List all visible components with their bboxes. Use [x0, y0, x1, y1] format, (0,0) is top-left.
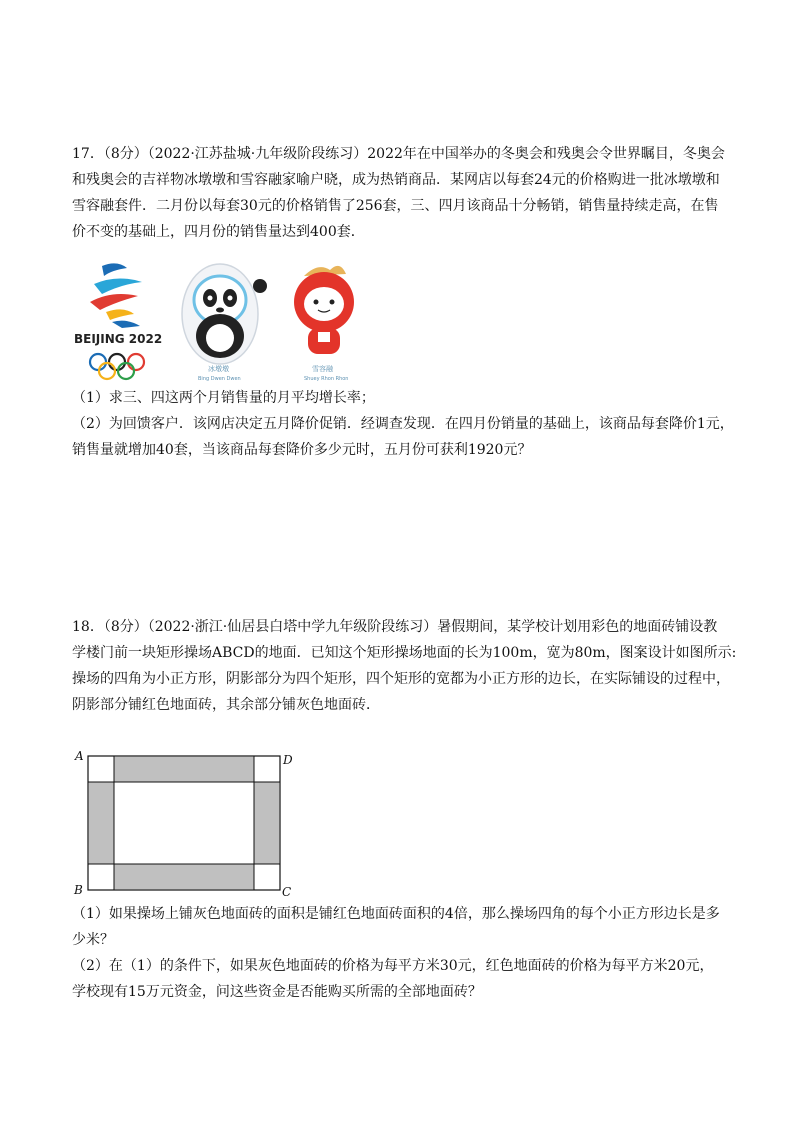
- q17-line-1: 17．（8分）（2022·江苏盐城·九年级阶段练习）2022年在中国举办的冬奥会和残奥会令世界瞩目，冬奥会: [72, 146, 725, 162]
- q17-line-2: 和残奥会的吉祥物冰墩墩和雪容融家喻户晓，成为热销商品．某网店以每套24元的价格购进一批冰墩墩和: [72, 172, 720, 188]
- mascot1-sub: Bing Dwen Dwen: [198, 376, 241, 382]
- left-shaded-rect: [88, 782, 114, 864]
- q17-stem: [72, 141, 724, 245]
- olympic-rings-icon: [90, 354, 144, 379]
- label-b: B: [74, 883, 83, 897]
- emblem-text: BEIJING 2022: [74, 332, 163, 346]
- q18-sub2-line-1: （2）在（1）的条件下，如果灰色地面砖的价格为每平方米30元，红色地面砖的价格为每平方米20元，: [72, 958, 714, 974]
- q17-line-3: 雪容融套件．二月份以每套30元的价格销售了256套，三、四月该商品十分畅销，销售量持续走高，在售: [72, 198, 719, 214]
- q18-line-4: 阴影部分铺红色地面砖，其余部分铺灰色地面砖．: [72, 697, 380, 713]
- label-d: D: [283, 753, 293, 767]
- q17-sub2-line-2: 销售量就增加40套，当该商品每套降价多少元时，五月份可获利1920元？: [72, 442, 532, 458]
- playground-figure: [72, 748, 302, 898]
- q18-line-3: 操场的四角为小正方形，阴影部分为四个矩形，四个矩形的宽都为小正方形的边长，在实际铺设的过程中，: [72, 671, 730, 687]
- label-c: C: [282, 885, 292, 898]
- q17-subquestions: [72, 385, 734, 463]
- q18-stem: [72, 614, 737, 718]
- mascot1-caption: 冰墩墩: [208, 365, 229, 373]
- olympic-mascots-image: [72, 256, 372, 386]
- q18-sub1-line-2: 少米？: [72, 932, 114, 948]
- bottom-shaded-rect: [114, 864, 254, 890]
- q17-line-4: 价不变的基础上，四月份的销售量达到400套．: [72, 224, 365, 240]
- right-shaded-rect: [254, 782, 280, 864]
- q18-line-1: 18．（8分）（2022·浙江·仙居县白塔中学九年级阶段练习）暑假期间，某学校计划用彩色的地面砖铺设教: [72, 619, 718, 635]
- top-shaded-rect: [114, 756, 254, 782]
- mascot2-sub: Shuey Rhon Rhon: [304, 376, 349, 382]
- q18-line-2: 学楼门前一块矩形操场ABCD的地面．已知这个矩形操场地面的长为100m，宽为80m，图案设计如图所示:: [72, 645, 737, 661]
- q17-sub2-line-1: （2）为回馈客户．该网店决定五月降价促销．经调查发现．在四月份销量的基础上，该商品每套降价1元，: [72, 416, 734, 432]
- q18-subquestions: [72, 901, 724, 1005]
- mascot2-caption: 雪容融: [312, 365, 333, 373]
- q17-sub1: （1）求三、四这两个月销售量的月平均增长率；: [72, 390, 375, 406]
- label-a: A: [75, 749, 84, 763]
- bing-dwen-dwen-mascot: [182, 264, 267, 382]
- q18-sub1-line-1: （1）如果操场上铺灰色地面砖的面积是铺红色地面砖面积的4倍，那么操场四角的每个小正方形边长是多: [72, 906, 720, 922]
- beijing-2022-emblem: [74, 263, 162, 379]
- shuey-rhon-rhon-mascot: [294, 266, 354, 382]
- q18-sub2-line-2: 学校现有15万元资金，问这些资金是否能购买所需的全部地面砖？: [72, 984, 482, 1000]
